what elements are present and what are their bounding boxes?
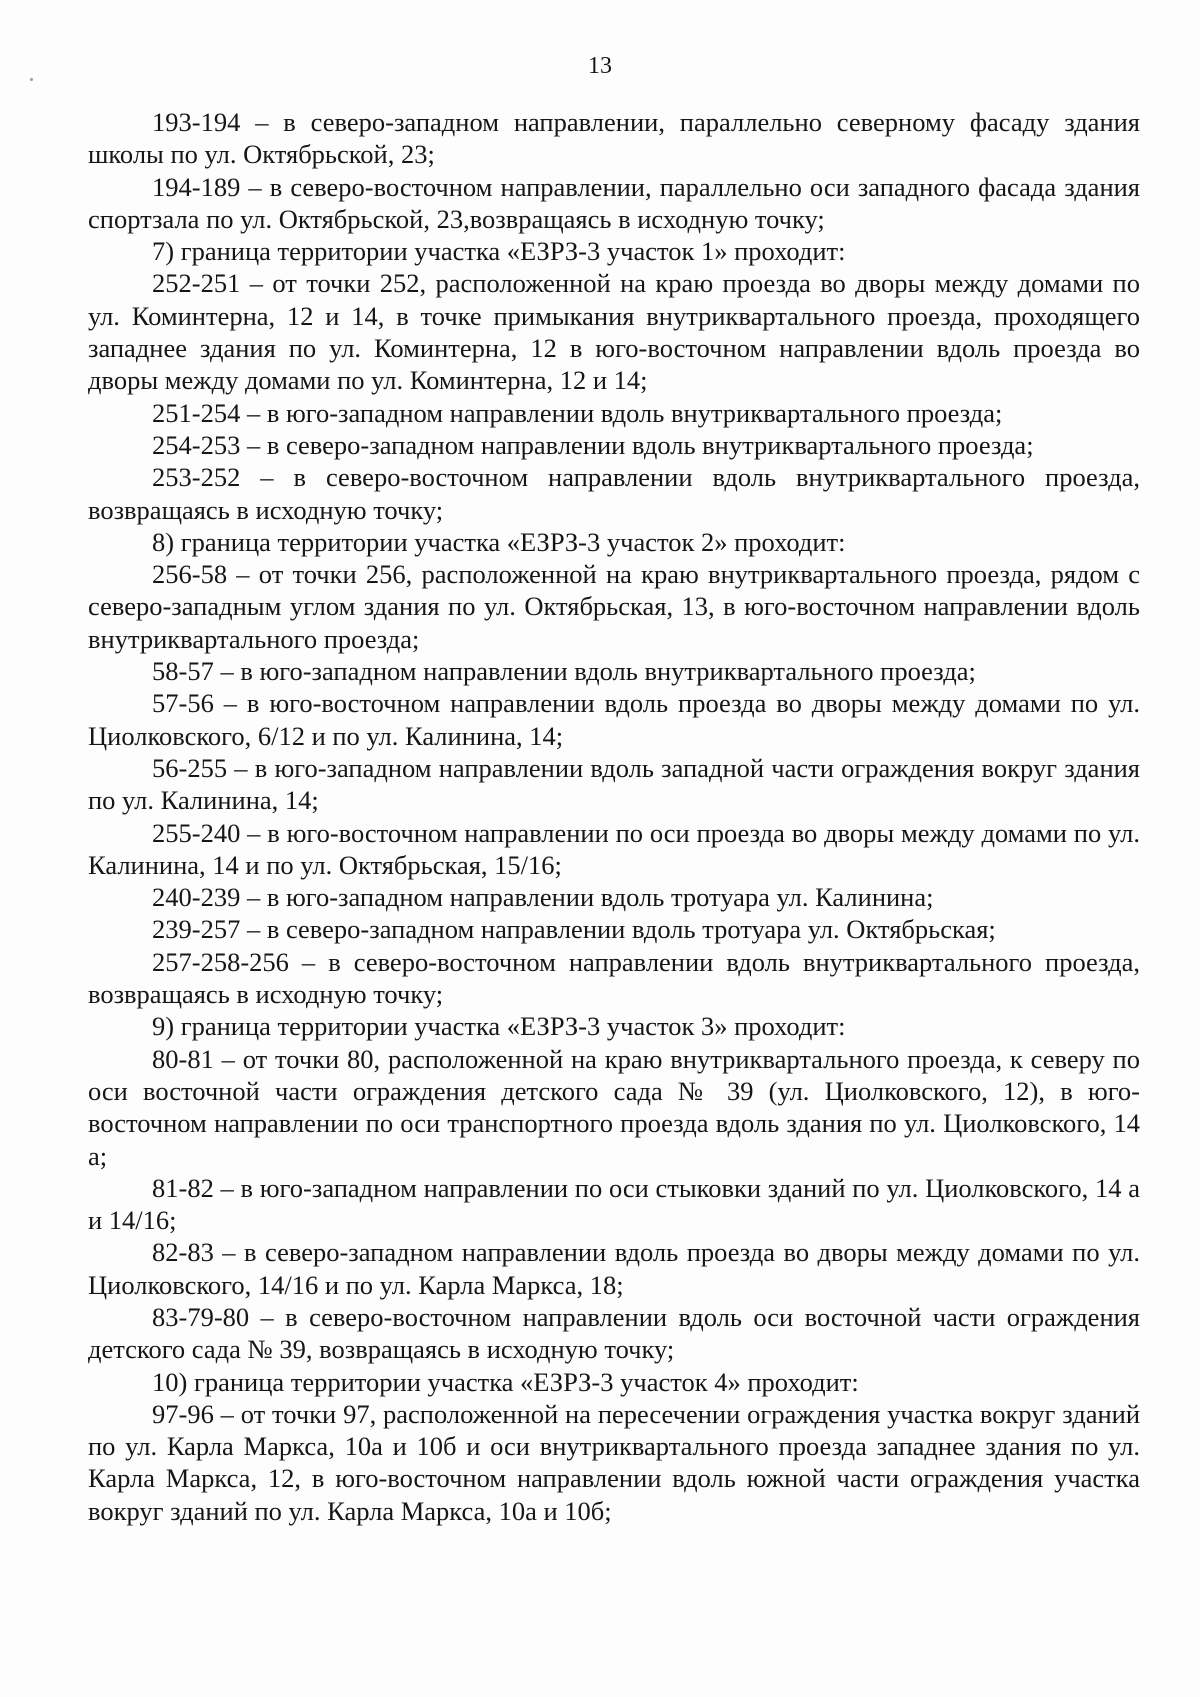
document-body <box>88 106 1140 1527</box>
paragraph-57-56: 57-56 – в юго-восточном направлении вдоль проезда во дворы между домами по ул. Циолковского, 6/12 и по ул. Калинина, 14; <box>88 688 1140 751</box>
section-heading-10: 10) граница территории участка «ЕЗРЗ-3 участок 4» проходит: <box>152 1366 859 1397</box>
paragraph-80-81: 80-81 – от точки 80, расположенной на краю внутриквартального проезда, к северу по оси восточной части ограждения детского сада № 39 (ул. Циолковского, 12), в юго-восточном направлении по оси транспортного проезда вдоль здания по ул. Циолковского, 14 а; <box>88 1043 1140 1171</box>
paragraph-194-189: 194-189 – в северо-восточном направлении, параллельно оси западного фасада здания спортзала по ул. Октябрьской, 23,возвращаясь в исходную точку; <box>88 171 1140 234</box>
page-number: 13 <box>588 53 612 79</box>
paragraph-240-239: 240-239 – в юго-западном направлении вдоль тротуара ул. Калинина; <box>152 882 934 913</box>
paragraph-256-58: 256-58 – от точки 256, расположенной на краю внутриквартального проезда, рядом с северо-западным углом здания по ул. Октябрьская, 13, в юго-восточном направлении вдоль внутриквартального проезда; <box>88 559 1140 654</box>
paragraph-253-252: 253-252 – в северо-восточном направлении вдоль внутриквартального проезда, возвращаясь в исходную точку; <box>88 462 1140 525</box>
paragraph-81-82: 81-82 – в юго-западном направлении по оси стыковки зданий по ул. Циолковского, 14 а и 14/16; <box>88 1172 1140 1236</box>
paragraph-83-79-80: 83-79-80 – в северо-восточном направлении вдоль оси восточной части ограждения детского сада № 39, возвращаясь в исходную точку; <box>88 1301 1140 1365</box>
paragraph-251-254: 251-254 – в юго-западном направлении вдоль внутриквартального проезда; <box>152 397 1003 428</box>
paragraph-252-251: 252-251 – от точки 252, расположенной на краю проезда во дворы между домами по ул. Коминтерна, 12 и 14, в точке примыкания внутриквартального проезда, проходящего западнее здания по ул. Коминтерна, 12 в юго-восточном направлении вдоль проезда во дворы между домами по ул. Коминтерна, 12 и 14; <box>88 268 1140 396</box>
paragraph-56-255: 56-255 – в юго-западном направлении вдоль западной части ограждения вокруг здания по ул. Калинина, 14; <box>88 752 1140 816</box>
paragraph-239-257: 239-257 – в северо-западном направлении вдоль тротуара ул. Октябрьская; <box>152 914 996 945</box>
paragraph-257-258-256: 257-258-256 – в северо-восточном направлении вдоль внутриквартального проезда, возвращаясь в исходную точку; <box>88 946 1140 1010</box>
paragraph-255-240: 255-240 – в юго-восточном направлении по оси проезда во дворы между домами по ул. Калинина, 14 и по ул. Октябрьская, 15/16; <box>88 817 1140 880</box>
paragraph-193-194: 193-194 – в северо-западном направлении, параллельно северному фасаду здания школы по ул. Октябрьской, 23; <box>88 107 1140 170</box>
paragraph-82-83: 82-83 – в северо-западном направлении вдоль проезда во дворы между домами по ул. Циолковского, 14/16 и по ул. Карла Маркса, 18; <box>88 1237 1140 1300</box>
section-heading-8: 8) граница территории участка «ЕЗРЗ-3 участок 2» проходит: <box>152 526 846 557</box>
section-heading-7: 7) граница территории участка «ЕЗРЗ-3 участок 1» проходит: <box>152 236 846 267</box>
section-heading-9: 9) граница территории участка «ЕЗРЗ-3 участок 3» проходит: <box>152 1011 846 1042</box>
paragraph-97-96: 97-96 – от точки 97, расположенной на пересечении ограждения участка вокруг зданий по ул. Карла Маркса, 10а и 10б и оси внутриквартального проезда западнее здания по ул. Карла Маркса, 12, в юго-восточном направлении вдоль южной части ограждения участка вокруг зданий по ул. Карла Маркса, 10а и 10б; <box>88 1398 1140 1526</box>
paragraph-254-253: 254-253 – в северо-западном направлении вдоль внутриквартального проезда; <box>152 429 1034 460</box>
paragraph-58-57: 58-57 – в юго-западном направлении вдоль внутриквартального проезда; <box>152 656 976 687</box>
